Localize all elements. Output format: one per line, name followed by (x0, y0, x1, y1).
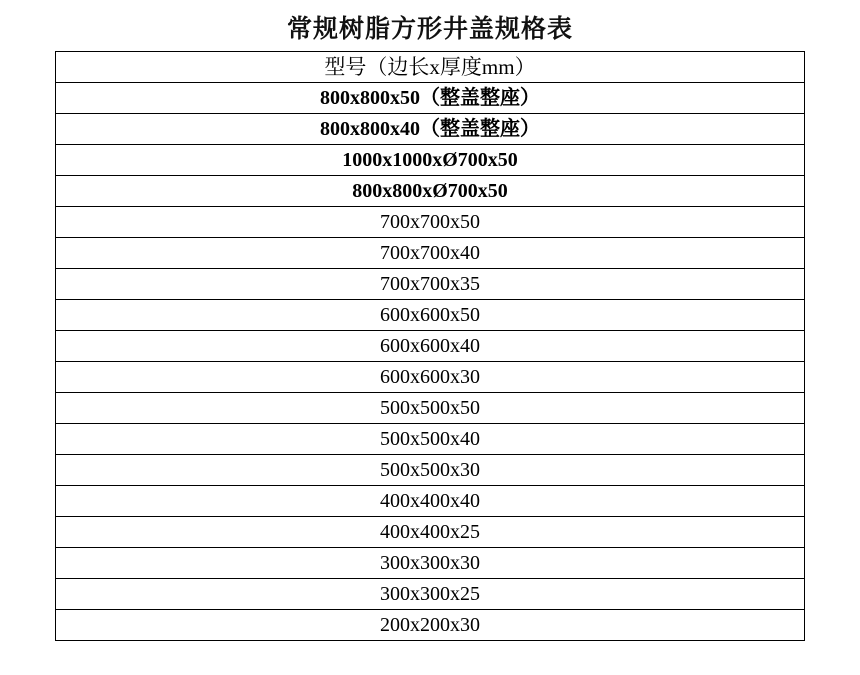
table-row (56, 424, 805, 455)
table-row (56, 579, 805, 610)
cell-model: 300x300x25 (56, 579, 805, 610)
cell-model: 400x400x40 (56, 486, 805, 517)
table-row (56, 362, 805, 393)
cell-model: 600x600x50 (56, 300, 805, 331)
cell-model: 500x500x40 (56, 424, 805, 455)
cell-model: 300x300x30 (56, 548, 805, 579)
cell-model: 500x500x30 (56, 455, 805, 486)
cell-model: 800x800x50（整盖整座） (56, 83, 805, 114)
table-row (56, 486, 805, 517)
cell-model: 700x700x40 (56, 238, 805, 269)
cell-model: 400x400x25 (56, 517, 805, 548)
table-row (56, 610, 805, 641)
table-header-row (56, 52, 805, 83)
table-row (56, 517, 805, 548)
table-row (56, 207, 805, 238)
spec-table-body (56, 52, 805, 641)
cell-model: 800x800x40（整盖整座） (56, 114, 805, 145)
table-row (56, 176, 805, 207)
page-title: 常规树脂方形井盖规格表 (286, 15, 573, 43)
table-row (56, 455, 805, 486)
table-row (56, 331, 805, 362)
table-row (56, 145, 805, 176)
cell-model: 600x600x30 (56, 362, 805, 393)
spec-table (55, 51, 805, 641)
table-row (56, 238, 805, 269)
table-row (56, 83, 805, 114)
cell-model: 600x600x40 (56, 331, 805, 362)
cell-model: 800x800xØ700x50 (56, 176, 805, 207)
cell-model: 700x700x35 (56, 269, 805, 300)
column-header-model: 型号（边长x厚度mm） (56, 52, 805, 83)
cell-model: 200x200x30 (56, 610, 805, 641)
table-row (56, 269, 805, 300)
cell-model: 700x700x50 (56, 207, 805, 238)
table-row (56, 114, 805, 145)
table-row (56, 300, 805, 331)
table-row (56, 393, 805, 424)
cell-model: 500x500x50 (56, 393, 805, 424)
table-row (56, 548, 805, 579)
cell-model: 1000x1000xØ700x50 (56, 145, 805, 176)
